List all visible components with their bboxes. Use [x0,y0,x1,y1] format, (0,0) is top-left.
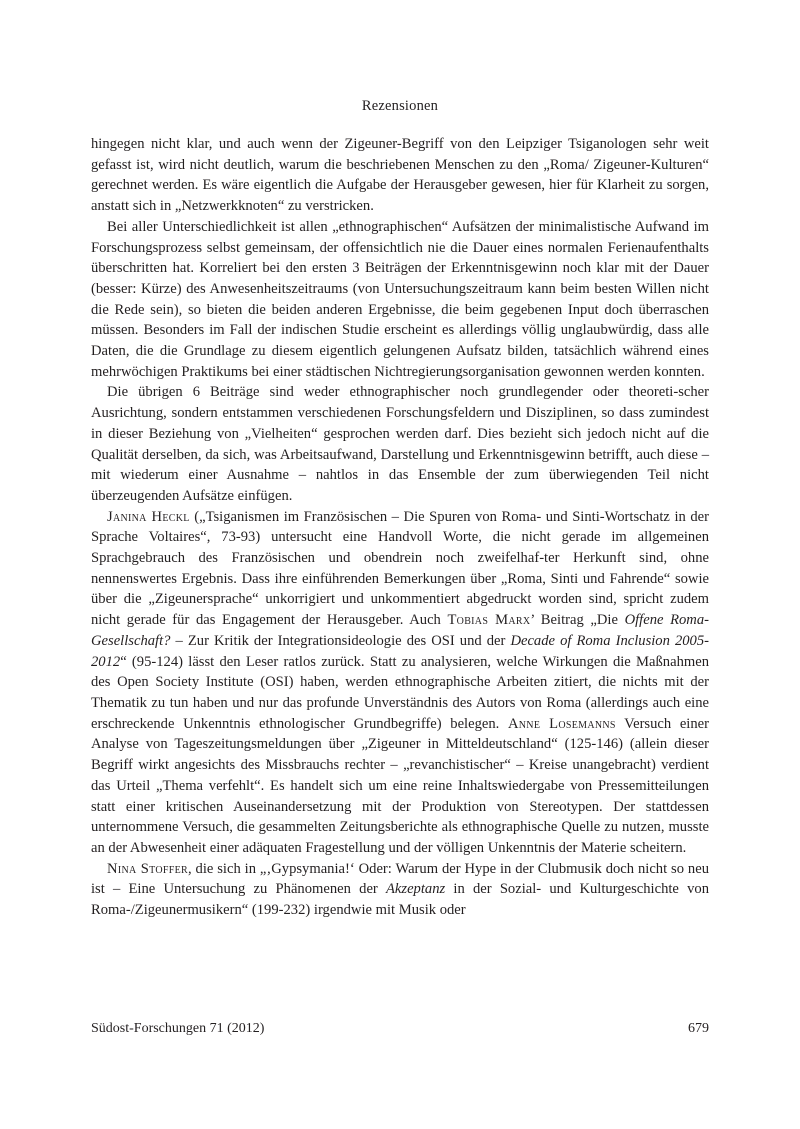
italic-title: Decade of Roma Inclusion 2005-2012 [91,632,710,670]
text-run: “ (95-124) lässt den Leser ratlos zurück. Statt zu analysieren, welche Wirkungen die Maßnahmen des Open Society Institute (OSI) haben, werden ethnographische Arbeiten zitiert, die nichts mit der Thematik zu tun haben und nur das profunde Unverständnis des Autors von Roma (allerdings auch eine erschreckende Unkenntnis ethnologischer Grundbegriffe) belegen. [91,653,709,732]
text-run: hingegen nicht klar, und auch wenn der Zigeuner-Begriff von den Leipziger Tsiganologen sehr weit gefasst ist, wird nicht deutlich, warum die beschriebenen Menschen zu den „Roma/ Zigeuner-Kulturen“ gerechnet werden. Es wäre eigentlich die Aufgabe der Herausgeber gewesen, hier für Klarheit zu sorgen, anstatt sich in „Netzwerkknoten“ zu verstricken. [91,136,709,215]
text-run: („Tsiganismen im Französischen – Die Spuren von Roma- und Sinti-Wortschatz in der Sprache Voltaires“, 73-93) untersucht eine Handvoll Worte, die nicht gerade im allgemeinen Sprachgebrauch des Französischen und obendrein noch zweifelhaf-ter Herkunft sind, ohne nennenswertes Ergebnis. Dass ihre einführenden Bemerkungen über „Roma, Sinti und Fahrende“ sowie über die „Zigeunersprache“ unkorrigiert und unkommentiert abgedruckt worden sind, spricht zudem nicht gerade für das Engagement der Herausgeber. Auch [91,508,709,629]
author-name: Nina Stoffer [107,860,188,877]
paragraph-5 [91,859,709,921]
paragraph-3 [91,382,709,506]
text-run: in der Sozial- und Kulturgeschichte von Roma-/Zigeunermusikern“ (199-232) irgendwie mit Musik oder [91,881,710,919]
article-body [91,134,709,921]
footer-journal: Südost-Forschungen 71 (2012) [91,1021,265,1036]
author-name: Anne Losemanns [507,715,616,732]
text-run: Bei aller Unterschiedlichkeit ist allen „ethnographischen“ Aufsätzen der minimalistische Aufwand im Forschungsprozess selbst gemeinsam, der offensichtlich nie die Dauer eines normalen Ferienaufenthalts überschritten hat. Korreliert bei den ersten 3 Beiträgen der Erkenntnisgewinn noch klar mit der Dauer (besser: Kürze) des Anwesenheitszeitraums (von Untersuchungszeitraum kann beim besten Willen nicht die Rede sein), so bieten die beiden anderen Ergebnisse, die beim gegebenen Input doch überraschen müssen. Besonders im Fall der indischen Studie erscheint es allerdings völlig unglaubwürdig, dass alle Daten, die die Grundlage zu diesem eigentlich gelungenen Aufsatz bilden, tatsächlich während eines mehrwöchigen Praktikums bei einer städtischen Nichtregierungsorganisation gewonnen werden konnten. [91,218,709,380]
text-run: Versuch einer Analyse von Tageszeitungsmeldungen über „Zigeuner in Mitteldeutschland“ (125-146) (allein dieser Begriff wirkt angesichts des Missbrauchs rechter – „revanchistischer“ – Kreise unangebracht) verdient das Urteil „Thema verfehlt“. Es handelt sich um eine reine Inhaltswiedergabe von Pressemitteilungen statt einer kritischen Auseinandersetzung mit der Produktion von Stereotypen. Der stattdessen unternommene Versuch, die gesammelten Zeitungsberichte als ethnographische Quelle zu nutzen, musste an der Abwesenheit einer adäquaten Fragestellung und der völligen Unkenntnis der Materie scheitern. [91,715,709,856]
running-header: Rezensionen [361,98,439,114]
author-name: Janina Heckl [107,508,190,525]
page-number: 679 [688,1021,709,1036]
text-run: – Zur Kritik der Integrationsideologie des OSI und der [170,632,511,649]
text-run: , die sich in „‚Gypsymania!‘ Oder: Warum der Hype in der Clubmusik doch nicht so neu ist – Eine Untersuchung zu Phänomenen der [91,860,709,898]
italic-title: Akzeptanz [386,881,446,898]
italic-title: Offene Roma-Gesellschaft? [91,612,709,649]
text-run: ’ Beitrag „Die [530,612,625,629]
paragraph-4 [91,507,709,859]
text-run: Die übrigen 6 Beiträge sind weder ethnographischer noch grundlegender oder theoreti-scher Ausrichtung, sondern entstammen verschiedenen Forschungsfeldern und Disziplinen, so dass zumindest in dieser Beziehung von „Vielheiten“ gesprochen werden darf. Dies bezieht sich jedoch nicht auf die Qualität derselben, da sich, was Arbeitsaufwand, Darstellung und Erkenntnisgewinn betrifft, auch diese – mit wiederum einer Ausnahme – nahtlos in das Ensemble der zum überwiegenden Teil nicht überzeugenden Aufsätze einfügen. [91,384,709,504]
paragraph-1 [91,134,709,217]
author-name: Tobias Marx [447,612,531,629]
paragraph-2 [91,217,709,383]
